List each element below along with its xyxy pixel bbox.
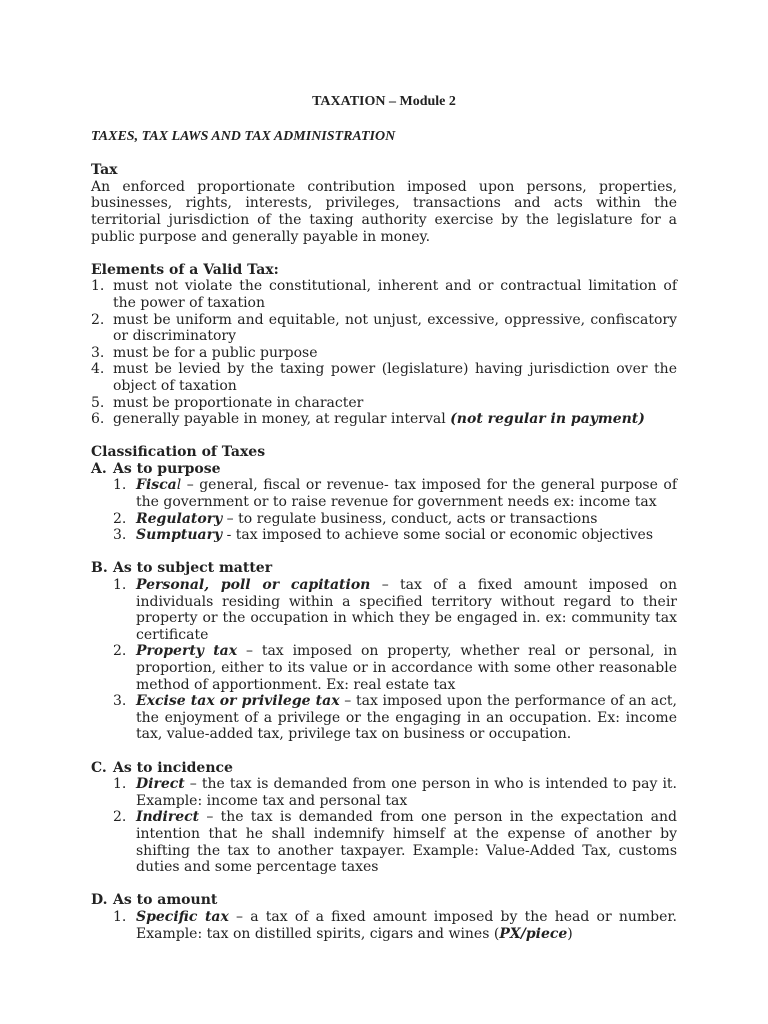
- list-item: 2. must be uniform and equitable, not unjust, excessive, oppressive, confiscatory or discriminatory: [91, 311, 677, 345]
- section-heading-purpose: A. As to purpose: [91, 460, 221, 477]
- list-item: 2. Indirect – the tax is demanded from one person in the expectation and intention that he shall indemnify himself at the expense of another by shifting the tax to another taxpayer. Example: Value-Added Tax, customs duties and some percentage taxes: [113, 809, 677, 876]
- section-heading-incidence: C. As to incidence: [91, 759, 233, 776]
- emphasis-text: (not regular in payment): [450, 411, 645, 428]
- page-subtitle: TAXES, TAX LAWS AND TAX ADMINISTRATION: [91, 129, 396, 144]
- page-title: TAXATION – Module 2: [312, 94, 456, 109]
- list-item: 1. Specific tax – a tax of a fixed amount imposed by the head or number. Example: tax on distilled spirits, cigars and wines (PX/piece): [113, 908, 677, 942]
- spacer: [91, 876, 677, 893]
- list-item: 3. Sumptuary - tax imposed to achieve some social or economic objectives: [113, 527, 654, 544]
- classification-heading: Classification of Taxes: [91, 444, 266, 461]
- list-item: 2. Regulatory – to regulate business, conduct, acts or transactions: [113, 510, 598, 527]
- list-item: 3. Excise tax or privilege tax – tax imposed upon the performance of an act, the enjoyment of a privilege or the engaging in an occupation. Ex: income tax, value-added tax, privilege tax on business or occupation.: [113, 693, 677, 743]
- elements-list: [91, 278, 677, 427]
- spacer: [91, 245, 677, 262]
- list-item: 1. must not violate the constitutional, inherent and or contractual limitation of the power of taxation: [91, 278, 677, 311]
- elements-heading: Elements of a Valid Tax:: [91, 261, 279, 278]
- spacer: [91, 743, 677, 760]
- spacer: [91, 544, 677, 561]
- list-item: 1. Fiscal – general, fiscal or revenue- tax imposed for the general purpose of the government or to raise revenue for government needs ex: income tax: [113, 477, 677, 511]
- document-page: [91, 94, 677, 942]
- tax-heading: Tax: [91, 162, 118, 179]
- list-item: 1. Personal, poll or capitation – tax of a fixed amount imposed on individuals residing within a specified territory without regard to their property or the occupation in which they be engaged in. ex: community tax certificate: [113, 577, 678, 643]
- list-item: 5. must be proportionate in character: [91, 394, 364, 411]
- tax-definition: An enforced proportionate contribution imposed upon persons, properties, businesses, rights, interests, privileges, transactions and acts within the territorial jurisdiction of the taxing authority exercise by the legislature for a public purpose and generally payable in money.: [91, 178, 677, 245]
- list-item: 2. Property tax – tax imposed on property, whether real or personal, in proportion, either to its value or in accordance with some other reasonable method of apportionment. Ex: real estate tax: [113, 643, 677, 693]
- amount-list: [91, 909, 677, 942]
- list-item: 1. Direct – the tax is demanded from one person in who is intended to pay it. Example: income tax and personal tax: [113, 776, 677, 809]
- section-heading-subject-matter: B. As to subject matter: [91, 560, 273, 577]
- list-item: 3. must be for a public purpose: [91, 344, 318, 361]
- section-heading-amount: D. As to amount: [91, 892, 218, 909]
- spacer: [91, 146, 677, 163]
- incidence-list: [91, 776, 677, 876]
- spacer: [91, 428, 677, 445]
- list-item: 4. must be levied by the taxing power (legislature) having jurisdiction over the object of taxation: [91, 361, 677, 394]
- subject-matter-list: [91, 577, 677, 743]
- list-item: 6. generally payable in money, at regular interval (not regular in payment): [91, 411, 645, 428]
- purpose-list: [91, 477, 677, 543]
- emphasis-text: PX/piece: [499, 925, 568, 942]
